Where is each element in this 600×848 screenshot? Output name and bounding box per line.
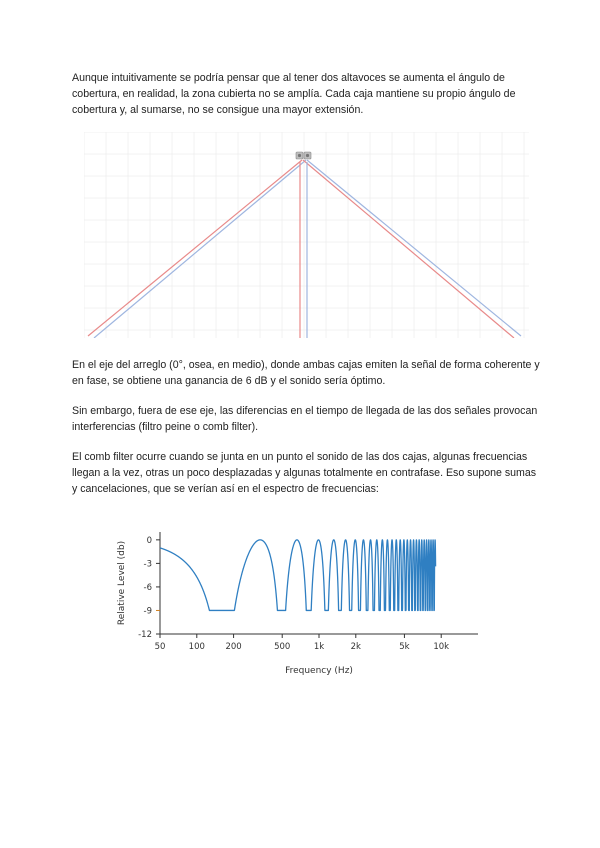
x-tick-label: 100 bbox=[188, 642, 205, 652]
x-tick-label: 50 bbox=[154, 642, 166, 652]
x-tick-label: 5k bbox=[399, 642, 410, 652]
x-tick-label: 1k bbox=[313, 642, 325, 652]
y-axis-label: Relative Level (db) bbox=[117, 540, 127, 626]
y-tick-label: -12 bbox=[138, 630, 152, 640]
x-axis-label: Frequency (Hz) bbox=[285, 666, 353, 676]
comb-filter-paragraph: El comb filter ocurre cuando se junta en un punto el sonido de las dos cajas, algunas frecuencias llegan a la vez, otras un poco desplazadas y algunas totalmente en contrafase. Eso supone sumas y cancelaciones, que se verían así en el espectro de frecuencias: bbox=[72, 451, 537, 495]
x-tick-label: 500 bbox=[274, 642, 291, 652]
speaker-a-left-edge bbox=[88, 160, 302, 336]
speaker-a-right-edge bbox=[303, 160, 514, 338]
intro-paragraph: Aunque intuitivamente se podría pensar que al tener dos altavoces se aumenta el ángulo de cobertura, en realidad, la zona cubierta no se amplía. Cada caja mantiene su propio ángulo de cobertura y, al sumarse, no se consigue una mayor extensión. bbox=[72, 72, 516, 116]
on-axis-paragraph: En el eje del arreglo (0°, osea, en medio), donde ambas cajas emiten la señal de forma coherente y en fase, se obtiene una ganancia de 6 dB y el sonido sería óptimo. bbox=[72, 359, 540, 387]
off-axis-paragraph: Sin embargo, fuera de ese eje, las diferencias en el tiempo de llegada de las dos señales provocan interferencias (filtro peine o comb filter). bbox=[72, 405, 538, 433]
x-tick-label: 2k bbox=[350, 642, 361, 652]
x-tick-label: 200 bbox=[225, 642, 242, 652]
coverage-diagram bbox=[84, 132, 529, 338]
y-tick-label: -3 bbox=[143, 559, 152, 570]
comb-filter-chart bbox=[110, 518, 490, 688]
speaker-b-left-edge bbox=[94, 160, 306, 338]
x-tick-label: 10k bbox=[433, 642, 450, 652]
y-tick-label: -6 bbox=[143, 582, 152, 593]
y-tick-label: -9 bbox=[143, 606, 152, 617]
speaker-pair-icon bbox=[296, 152, 311, 159]
y-tick-label: 0 bbox=[146, 535, 152, 546]
comb-filter-line bbox=[160, 540, 436, 611]
